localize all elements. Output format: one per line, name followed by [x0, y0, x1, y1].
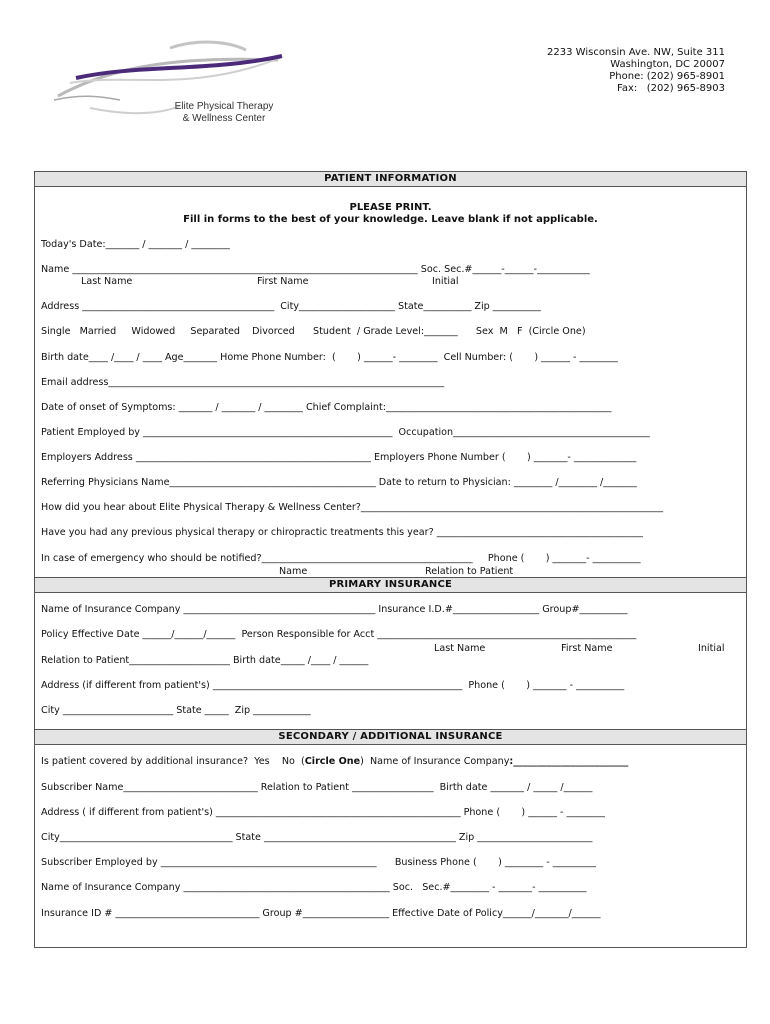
- initial-label: Initial: [432, 276, 459, 287]
- symptoms-field[interactable]: Date of onset of Symptoms: _______ / _______ / ________ Chief Complaint:_______________________________________________: [41, 402, 612, 413]
- primary-relation-field[interactable]: Relation to Patient_____________________ Birth date_____ /____ / ______: [41, 655, 369, 666]
- street-address: 2233 Wisconsin Ave. NW, Suite 311: [547, 47, 725, 58]
- employer-field[interactable]: Patient Employed by ____________________________________________________ Occupation_________________________________________: [41, 427, 650, 438]
- primary-last-name-label: Last Name: [434, 643, 486, 654]
- employer-address-field[interactable]: Employers Address _________________________________________________ Employers Phone Number ( ) _______- _____________: [41, 452, 637, 463]
- phone-number: Phone: (202) 965-8901: [609, 71, 725, 82]
- instructions: Fill in forms to the best of your knowledge. Leave blank if not applicable.: [183, 214, 598, 225]
- birth-phone-field[interactable]: Birth date____ /____ / ____ Age_______ Home Phone Number: ( ) ______- ________ Cell Number: ( ) ______ - ________: [41, 352, 618, 363]
- clinic-name: [162, 101, 286, 125]
- primary-insurance-company-field[interactable]: Name of Insurance Company ________________________________________ Insurance I.D.#__________________ Group#__________: [41, 604, 628, 615]
- referral-source-field[interactable]: How did you hear about Elite Physical Therapy & Wellness Center?_______________________________________________________________: [41, 502, 664, 513]
- emergency-contact-field[interactable]: In case of emergency who should be notified?____________________________________________ Phone ( ) _______- __________: [41, 553, 641, 564]
- marital-status-field[interactable]: Single Married Widowed Separated Divorced Student / Grade Level:_______ Sex M F (Circle One): [41, 326, 586, 337]
- primary-city-field[interactable]: City _______________________ State _____ Zip ____________: [41, 705, 311, 716]
- circle-one-label: Circle One: [304, 756, 361, 767]
- referring-physician-field[interactable]: Referring Physicians Name___________________________________________ Date to return to Physician: ________ /________ /_______: [41, 477, 637, 488]
- contact-name-label: Name: [279, 566, 308, 577]
- covered-suffix: ) Name of Insurance Company: [360, 756, 510, 767]
- city-state-zip: Washington, DC 20007: [610, 59, 725, 70]
- todays-date-field[interactable]: Today's Date:_______ / _______ / ________: [41, 239, 230, 250]
- secondary-address-field[interactable]: Address ( if different from patient's) ___________________________________________________ Phone ( ) ______ - ________: [41, 807, 605, 818]
- covered-blank: :________________________: [509, 756, 629, 767]
- covered-prefix: Is patient covered by additional insurance? Yes No (: [41, 756, 305, 767]
- relation-label: Relation to Patient: [425, 566, 514, 577]
- name-ssn-field[interactable]: Name ________________________________________________________________________ Soc. Sec.#______-______-___________: [41, 264, 590, 275]
- secondary-city-field[interactable]: City____________________________________ State ________________________________________ Zip ________________________: [41, 832, 593, 843]
- intake-form: [34, 171, 747, 948]
- clinic-logo: [50, 38, 290, 130]
- additional-insurance-field[interactable]: [41, 756, 628, 768]
- email-field[interactable]: Email address______________________________________________________________________: [41, 377, 445, 388]
- primary-insurance-header: PRIMARY INSURANCE: [35, 577, 746, 593]
- secondary-company-field[interactable]: Name of Insurance Company ___________________________________________ Soc. Sec.#________ - _______- __________: [41, 882, 587, 893]
- primary-first-name-label: First Name: [561, 643, 613, 654]
- policy-effective-field[interactable]: Policy Effective Date ______/______/______ Person Responsible for Acct ______________________________________________________: [41, 629, 637, 640]
- secondary-insurance-header: SECONDARY / ADDITIONAL INSURANCE: [35, 729, 746, 745]
- fax-number: Fax: (202) 965-8903: [617, 83, 725, 94]
- primary-address-field[interactable]: Address (if different from patient's) ____________________________________________________ Phone ( ) _______ - __________: [41, 680, 625, 691]
- clinic-name-line1: Elite Physical Therapy: [174, 101, 274, 112]
- clinic-address: [547, 47, 725, 95]
- primary-initial-label: Initial: [698, 643, 725, 654]
- patient-info-header: PATIENT INFORMATION: [35, 172, 746, 187]
- first-name-label: First Name: [257, 276, 309, 287]
- subscriber-name-field[interactable]: Subscriber Name____________________________ Relation to Patient _________________ Birth date _______ / _____ /______: [41, 782, 593, 793]
- last-name-label: Last Name: [81, 276, 133, 287]
- address-field[interactable]: Address ________________________________________ City____________________ State__________ Zip __________: [41, 301, 541, 312]
- previous-treatment-field[interactable]: Have you had any previous physical therapy or chiropractic treatments this year? ___________________________________________: [41, 527, 643, 538]
- please-print: PLEASE PRINT.: [349, 202, 432, 213]
- secondary-insurance-id-field[interactable]: Insurance ID # ______________________________ Group #__________________ Effective Date of Policy______/_______/______: [41, 908, 601, 919]
- subscriber-employer-field[interactable]: Subscriber Employed by _____________________________________________ Business Phone ( ) ________ - _________: [41, 857, 596, 868]
- clinic-name-line2: & Wellness Center: [182, 113, 266, 124]
